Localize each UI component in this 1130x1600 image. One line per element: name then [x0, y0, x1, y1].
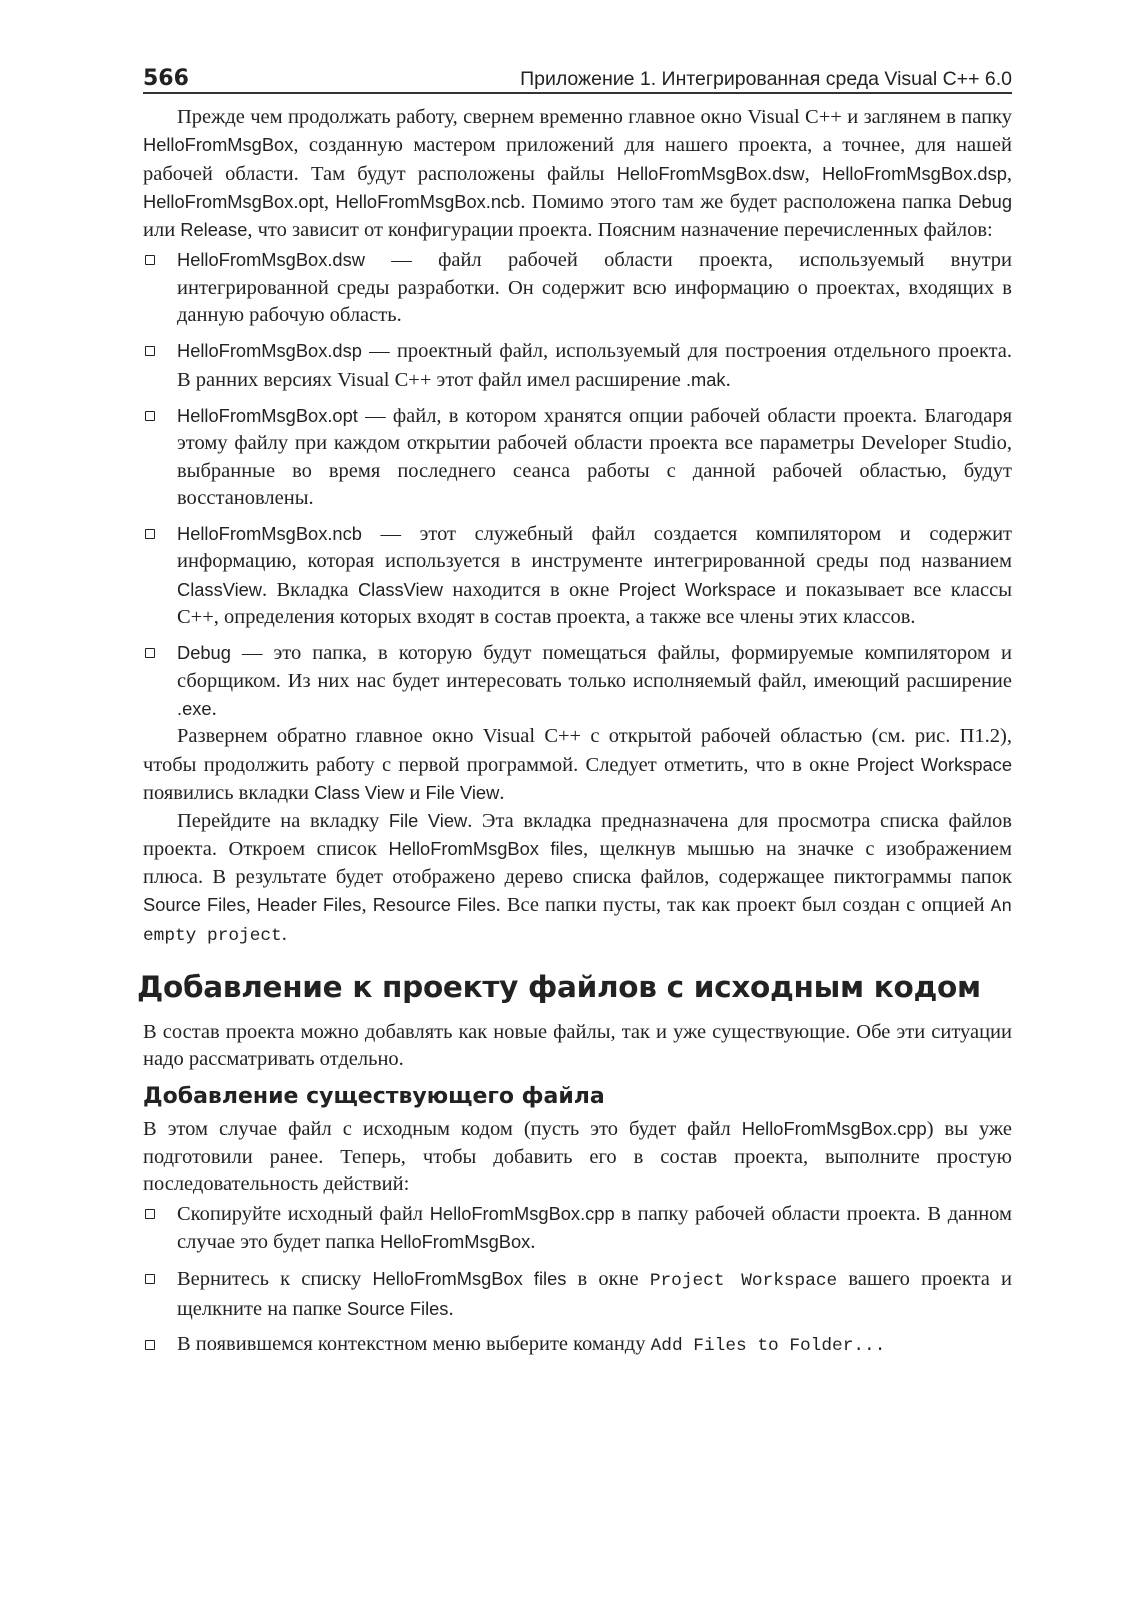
checkbox-bullet-icon	[145, 1340, 155, 1350]
checkbox-bullet-icon	[145, 255, 155, 265]
page-number: 566	[143, 66, 189, 91]
checkbox-bullet-icon	[145, 346, 155, 356]
section-heading: Добавление к проекту файлов с исходным кодом	[137, 969, 981, 1004]
paragraph-expand-window: Развернем обратно главное окно Visual C++ с открытой рабочей областью (см. рис. П1.2), чтобы продолжить работу с первой программой. Следует отметить, что в окне Project Workspace появились вкладки Class View и File View.	[143, 725, 1012, 804]
list-item: HelloFromMsgBox.opt — файл, в котором хранятся опции рабочей области проекта. Благодаря этому файлу при каждом открытии рабочей области проекта все параметры Developer Studio, выбранные во время последнего сеанса работы с данной рабочей областью, будут восстановлены.	[143, 402, 1012, 512]
list-item: В появившемся контекстном меню выберите команду Add Files to Folder...	[143, 1331, 1012, 1360]
page-header	[143, 58, 1012, 94]
list-item: HelloFromMsgBox.ncb — этот служебный файл создается компилятором и содержит информацию, которая используется в инструменте интегрированной среды под названием ClassView. Вкладка ClassView находится в окне Project Workspace и показывает все классы C++, определения которых входят в состав проекта, а также все члены этих классов.	[143, 520, 1012, 631]
checkbox-bullet-icon	[145, 1209, 155, 1219]
list-item: HelloFromMsgBox.dsw — файл рабочей области проекта, используемый внутри интегрированной среды разработки. Он содержит всю информацию о проектах, входящих в данную рабочую область.	[143, 246, 1012, 329]
subsection-body	[143, 1115, 1012, 1198]
subsection-paragraph: В этом случае файл с исходным кодом (пусть это будет файл HelloFromMsgBox.cpp) вы уже подготовили ранее. Теперь, чтобы добавить его в состав проекта, выполните простую последовательность действий:	[143, 1118, 1012, 1195]
section-intro-paragraph: В состав проекта можно добавлять как новые файлы, так и уже существующие. Обе эти ситуации надо рассматривать отдельно.	[143, 1020, 1012, 1070]
subsection-heading: Добавление существующего файла	[143, 1084, 605, 1110]
list-item: Вернитесь к списку HelloFromMsgBox files в окне Project Workspace вашего проекта и щелкните на папке Source Files.	[143, 1265, 1012, 1324]
file-list	[143, 246, 1012, 723]
intro-paragraph: Прежде чем продолжать работу, свернем временно главное окно Visual C++ и заглянем в папку HelloFromMsgBox, созданную мастером приложений для нашего проекта, а точнее, для нашей рабочей области. Там будут расположены файлы HelloFromMsgBox.dsw, HelloFromMsgBox.dsp, HelloFromMsgBox.opt, HelloFromMsgBox.ncb. Помимо этого там же будет расположена папка Debug или Release, что зависит от конфигурации проекта. Поясним назначение перечисленных файлов:	[143, 106, 1013, 242]
page-body	[137, 104, 1013, 1361]
steps-list	[143, 1200, 1012, 1360]
list-item: Debug — это папка, в которую будут помещаться файлы, формируемые компилятором и сборщиком. Из них нас будет интересовать только исполняемый файл, имеющий расширение .exe.	[143, 639, 1012, 723]
checkbox-bullet-icon	[145, 648, 155, 658]
checkbox-bullet-icon	[145, 1274, 155, 1284]
section-intro	[143, 1019, 1012, 1074]
list-item: Скопируйте исходный файл HelloFromMsgBox.cpp в папку рабочей области проекта. В данном случае это будет папка HelloFromMsgBox.	[143, 1200, 1012, 1257]
checkbox-bullet-icon	[145, 529, 155, 539]
list-item: HelloFromMsgBox.dsp — проектный файл, используемый для построения отдельного проекта. В ранних версиях Visual C++ этот файл имел расширение .mak.	[143, 337, 1012, 394]
running-head: Приложение 1. Интегрированная среда Visual C++ 6.0	[520, 68, 1012, 90]
checkbox-bullet-icon	[145, 411, 155, 421]
book-page	[137, 58, 1013, 1361]
paragraph-file-view: Перейдите на вкладку File View. Эта вкладка предназначена для просмотра списка файлов проекта. Откроем список HelloFromMsgBox files, щелкнув мышью на значке с изображением плюса. В результате будет отображено дерево списка файлов, содержащее пиктограммы папок Source Files, Header Files, Resource Files. Все папки пусты, так как проект был создан с опцией An empty project.	[143, 810, 1013, 947]
